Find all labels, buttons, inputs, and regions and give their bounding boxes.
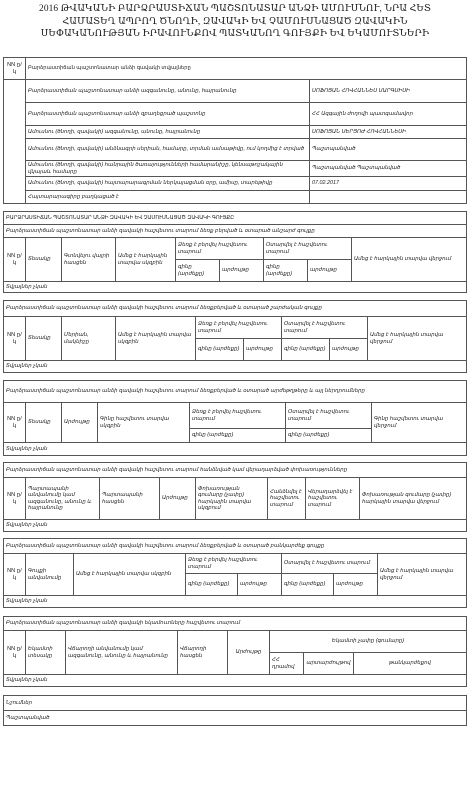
info-value: ՀՀ Ազգային ժողովի պատգամավոր bbox=[310, 103, 467, 126]
col-currency: արժույթը bbox=[238, 574, 282, 596]
col-price: գինը (արժեքը) bbox=[282, 339, 330, 361]
col-type: Տեսակը bbox=[26, 403, 62, 443]
no-data-row: Տվյալներ չկան bbox=[4, 596, 467, 608]
col-source: Վճարողի անվանումը կամ ազգանունը, անունը և հայրանունը bbox=[66, 631, 178, 675]
nn-header: NN ը/կ bbox=[4, 631, 26, 675]
col-price: գինը (արժեքը) bbox=[186, 574, 238, 596]
col-acquired: Ձեռք է բերվել հաշվետու տարում bbox=[186, 554, 282, 574]
main-section-title: ԲԱՐՁՐԱՍՏԻՃԱՆ ՊԱՇՏՈՆԱՏԱՐ ԱՆՁԻ ԶԱՎԱԿԻ ԵՎ ՉԱՄՈՒՍՆԱՑԱԾ ԶԱՎԱԿԻ ԳՈՒՅՔԸ bbox=[4, 212, 467, 225]
col-given: Հանձնվել է հաշվետու տարում bbox=[268, 478, 306, 520]
col-acquired: Ձեռք է բերվել հաշվետու տարում bbox=[196, 317, 282, 339]
no-data-row: Տվյալներ չկան bbox=[4, 675, 467, 687]
realty-title: Բարձրաստիճան պաշտոնատար անձի զավակի հաշվետու տարում ձեռք բերված և օտարած անշարժ գույքը bbox=[4, 225, 467, 238]
col-start: Ամեց է հարկային տարվա սկզբին bbox=[116, 238, 176, 282]
col-type: Գույքի անվանումը bbox=[26, 554, 74, 596]
notes-label: Նշումներ bbox=[4, 696, 467, 711]
col-end: Ամեց է հարկային տարվա վերջում bbox=[352, 238, 467, 282]
col-address: Պարտապանի հասցեն bbox=[100, 478, 160, 520]
col-price: գինը (արժեքը) bbox=[196, 339, 244, 361]
col-price: գինը (արժեքը) bbox=[264, 260, 308, 282]
col-price: գինը (արժեքը) bbox=[286, 429, 372, 443]
title-line-3: ՍԵՓԱԿԱՆՈՒԹՅԱՆ ԻՐԱՎՈՒՆՔՈՎ ՊԱՏԿԱՆՈՂ ԳՈՒՅՔԻ ԵՎ ԵԿԱՄՈՒՏՆԵՐԻ bbox=[40, 29, 430, 39]
securities-table bbox=[3, 380, 467, 456]
nn-header: NN ը/կ bbox=[4, 478, 26, 520]
info-value: Պաշտպանված bbox=[310, 139, 467, 161]
loans-title: Բարձրաստիճան պաշտոնատար անձի զավակի հաշվետու տարում հանձնված կամ վերադարձված փոխառությունները bbox=[4, 463, 467, 478]
info-value: ՍՈՖՈՅԱՆ ՀՈՎՀԱՆՆԵՍ ՍԱՐԳՍԻՍԻ bbox=[310, 80, 467, 103]
col-sold: Օտարվել է հաշվետու տարում bbox=[282, 554, 378, 574]
col-amount: Եկամտի չափը (գումարը) bbox=[270, 631, 467, 653]
col-address: Գտնվելու վայրի հասցեն bbox=[62, 238, 116, 282]
col-end: Ամեց է հարկային տարվա վերջում bbox=[378, 554, 467, 596]
valuables-title: Բարձրաստիճան պաշտոնատար անձի զավակի հաշվետու տարում ձեռքբերված և օտարած բանկարժեք գույքը bbox=[4, 539, 467, 554]
info-label: Հայտարարագիրը բաղկացած է bbox=[26, 191, 310, 204]
col-amd: ՀՀ դրամով bbox=[270, 653, 304, 675]
no-data-row: Տվյալներ չկան bbox=[4, 282, 467, 293]
col-currency: արժույթը bbox=[220, 260, 264, 282]
col-end: Ամեց է հարկային տարվա վերջում bbox=[368, 317, 467, 361]
col-start: Փոխառության գումարը (չափը) հարկային տարվա սկզբում bbox=[196, 478, 268, 520]
col-currency: արժույթը bbox=[330, 339, 368, 361]
col-currency: Արժույթը bbox=[228, 631, 270, 675]
info-value: 07.02.2017 bbox=[310, 177, 467, 191]
notes-value: Պաշտպանված bbox=[4, 711, 467, 726]
nn-header: NN ը/կ bbox=[4, 554, 26, 596]
info-label: Ամուսնու (ծնողի, զավակի) հանրային ծառայությունների համարանիշը, կենսաթոշակային վկայաև համարը bbox=[26, 161, 310, 177]
col-sold: Օտարվել է հաշվետու տարում bbox=[286, 403, 372, 429]
document-title bbox=[3, 0, 467, 50]
info-label: Ամուսնու (ծնողի, զավակի) անձնագրի սերիան, համարը, տրման ամսաթիվը, ում կողմից է տրված bbox=[26, 139, 310, 161]
title-line-2: ՀԱՄԱՏԵՂ ԱՊՐՈՂ ԾՆՈՂԻ, ԶԱՎԱԿԻ ԵՎ ՉԱՄՈՒՍՆԱՑԱԾ ԶԱՎԱԿԻՆ bbox=[62, 16, 408, 27]
realty-table bbox=[3, 211, 467, 293]
securities-title: Բարձրաստիճան պաշտոնատար անձի զավակի հաշվետու տարում ձեռքբերված և օտարած արժեթղթերը և այլ ներդրումները bbox=[4, 381, 467, 403]
col-price: գինը (արժեքը) bbox=[176, 260, 220, 282]
col-currency: արժույթը bbox=[334, 574, 378, 596]
info-value: Պաշտպանված Պաշտպանված bbox=[310, 161, 467, 177]
col-sold: Օտարվել է հաշվետու տարում bbox=[264, 238, 352, 260]
info-label: Բարձրաստիճան պաշտոնատար անձի զբաղեցրած պաշտոնը bbox=[26, 103, 310, 126]
col-currency: արժույթը bbox=[308, 260, 352, 282]
nn-header: NN ը/կ bbox=[4, 238, 26, 282]
col-start: Ամեց է հարկային տարվա սկզբին bbox=[116, 317, 196, 361]
col-type: Տեսակը bbox=[26, 317, 62, 361]
notes-table bbox=[3, 695, 467, 726]
vehicles-title: Բարձրաստիճան պաշտոնատար անձի զավակի հաշվետու տարում ձեռքբերված և օտարած շարժական գույքը bbox=[4, 301, 467, 317]
vehicles-table bbox=[3, 300, 467, 373]
col-currency: Արժույթը bbox=[160, 478, 196, 520]
info-value: ՍՈՖՈՅԱՆ ՍԵՐՅՈԺ ՀՈՎՀԱՆՆԵՍԻ bbox=[310, 126, 467, 139]
loans-table bbox=[3, 462, 467, 532]
income-table bbox=[3, 616, 467, 687]
nn-spacer bbox=[4, 80, 26, 204]
col-debtor: Պարտապանի անվանումը կամ ազգանունը, անունը և հայրանունը bbox=[26, 478, 100, 520]
info-label: Բարձրաստիճան պաշտոնատար անձի ազգանունը, անունը, հայրանունը bbox=[26, 80, 310, 103]
col-acquired: Ձեռք է բերվել հաշվետու տարում bbox=[176, 238, 264, 260]
income-title: Բարձրաստիճան պաշտոնատար անձի զավակի եկամուտները հաշվետու տարում bbox=[4, 617, 467, 631]
col-returned: Վերադարձվել է հաշվետու տարում bbox=[306, 478, 360, 520]
nn-header: NN ը/կ bbox=[4, 403, 26, 443]
col-end: Փոխառության գումարը (չափը) հարկային տարվա վերջում bbox=[360, 478, 467, 520]
col-start: Գինը հաշվետու տարվա սկզբին bbox=[98, 403, 190, 443]
col-type: Եկամտի տեսակը bbox=[26, 631, 66, 675]
info-section-title: Բարձրաստիճան պաշտոնատար անձի զավակի տվյալները bbox=[26, 58, 467, 80]
no-data-row: Տվյալներ չկան bbox=[4, 443, 467, 456]
col-end: Գինը հաշվետու տարվա վերջում bbox=[372, 403, 467, 443]
no-data-row: Տվյալներ չկան bbox=[4, 361, 467, 373]
col-fx: արտարժույթով bbox=[304, 653, 354, 675]
col-price: գինը (արժեքը) bbox=[190, 429, 286, 443]
col-currency: արժույթը bbox=[244, 339, 282, 361]
col-price: գինը (արժեքը) bbox=[282, 574, 334, 596]
col-currency: Արժույթը bbox=[62, 403, 98, 443]
col-sold: Օտարվել է հաշվետու տարում bbox=[282, 317, 368, 339]
valuables-table bbox=[3, 538, 467, 608]
nn-header: NN ը/կ bbox=[4, 58, 26, 80]
col-start: Ամեց է հարկային տարվա սկզբին bbox=[74, 554, 186, 596]
no-data-row: Տվյալներ չկան bbox=[4, 520, 467, 532]
col-jewel: թանկարժեքով bbox=[354, 653, 467, 675]
col-address: Վճարողի հասցեն bbox=[178, 631, 228, 675]
nn-header: NN ը/կ bbox=[4, 317, 26, 361]
col-type: Տեսակը bbox=[26, 238, 62, 282]
title-line-1: 2016 ԹՎԱԿԱՆԻ ԲԱՐՁՐԱՍՏԻՃԱՆ ՊԱՇՏՈՆԱՏԱՐ ԱՆՁԻ ԱՄՈՒՍՆՈՒ, ՆՐԱ ՀԵՏ bbox=[39, 4, 431, 14]
col-model: Մերիան, մակնիշը bbox=[62, 317, 116, 361]
col-acquired: Ձեռք է բերվել հաշվետու տարում bbox=[190, 403, 286, 429]
info-label: Ամուսնու (ծնողի, զավակի) ազգանունը, անունը, հայրանունը bbox=[26, 126, 310, 139]
person-info-table bbox=[3, 57, 467, 204]
info-label: Ամուսնու (ծնողի, զավակի) հայտարարագրման ներկայացման օրը, ամիսը, տարեթիվը bbox=[26, 177, 310, 191]
info-value bbox=[310, 191, 467, 204]
